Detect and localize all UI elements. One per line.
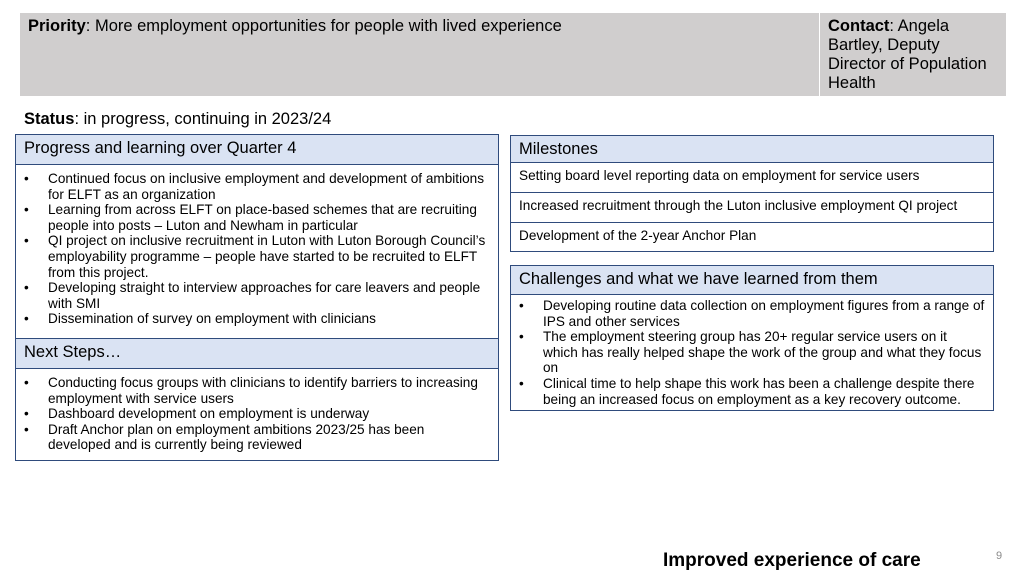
list-item: • Continued focus on inclusive employment and development of ambitions for ELFT as an organization <box>24 171 485 202</box>
list-item: • Dashboard development on employment is underway <box>24 406 370 422</box>
milestone-row: Increased recruitment through the Luton inclusive employment QI project <box>511 193 993 223</box>
milestone-row: Setting board level reporting data on employment for service users <box>511 163 993 193</box>
page-number: 9 <box>996 550 1003 562</box>
contact-text: : Angela Bartley, Deputy Director of Population Health <box>828 17 987 92</box>
list-item: • Learning from across ELFT on place-based schemes that are recruiting people into posts – Luton and Newham in particular <box>24 202 477 233</box>
status-text: : in progress, continuing in 2023/24 <box>74 110 332 128</box>
challenges-title: Challenges and what we have learned from them <box>511 266 993 295</box>
next-steps-title: Next Steps… <box>16 339 498 369</box>
milestones-title: Milestones <box>511 136 993 163</box>
next-steps-list <box>16 369 498 459</box>
list-item: • Dissemination of survey on employment with clinicians <box>24 311 376 327</box>
list-item: • Developing routine data collection on employment figures from a range of IPS and other services <box>519 298 985 329</box>
priority-cell <box>20 13 820 96</box>
header-table <box>20 13 1006 96</box>
priority-label: Priority <box>28 17 86 35</box>
list-item: • Draft Anchor plan on employment ambitions 2023/25 has been developed and is currently being reviewed <box>24 421 425 453</box>
progress-list <box>16 165 498 339</box>
progress-panel <box>15 134 499 461</box>
list-item: • The employment steering group has 20+ regular service users on it which has really helped shape the work of the group and what they focus on <box>519 329 982 376</box>
milestones-panel <box>510 135 994 252</box>
status-line <box>24 110 331 129</box>
milestone-row: Development of the 2-year Anchor Plan <box>519 228 757 243</box>
list-item: • Clinical time to help shape this work has been a challenge despite there being an increased focus on employment as a key recovery outcome. <box>519 375 975 407</box>
status-label: Status <box>24 110 75 128</box>
priority-text: : More employment opportunities for people with lived experience <box>85 17 562 35</box>
challenges-panel <box>510 265 994 411</box>
footer-title: Improved experience of care <box>663 550 921 571</box>
list-item: • Developing straight to interview approaches for care leavers and people with SMI <box>24 280 481 311</box>
progress-title: Progress and learning over Quarter 4 <box>16 135 498 165</box>
list-item: • QI project on inclusive recruitment in Luton with Luton Borough Council’s employability programme – people have started to be recruited to ELFT from this project. <box>24 233 486 280</box>
challenges-list <box>511 295 993 413</box>
list-item: • Conducting focus groups with clinicians to identify barriers to increasing employment with service users <box>24 375 478 406</box>
contact-cell <box>820 13 1006 96</box>
contact-label: Contact <box>828 17 890 35</box>
